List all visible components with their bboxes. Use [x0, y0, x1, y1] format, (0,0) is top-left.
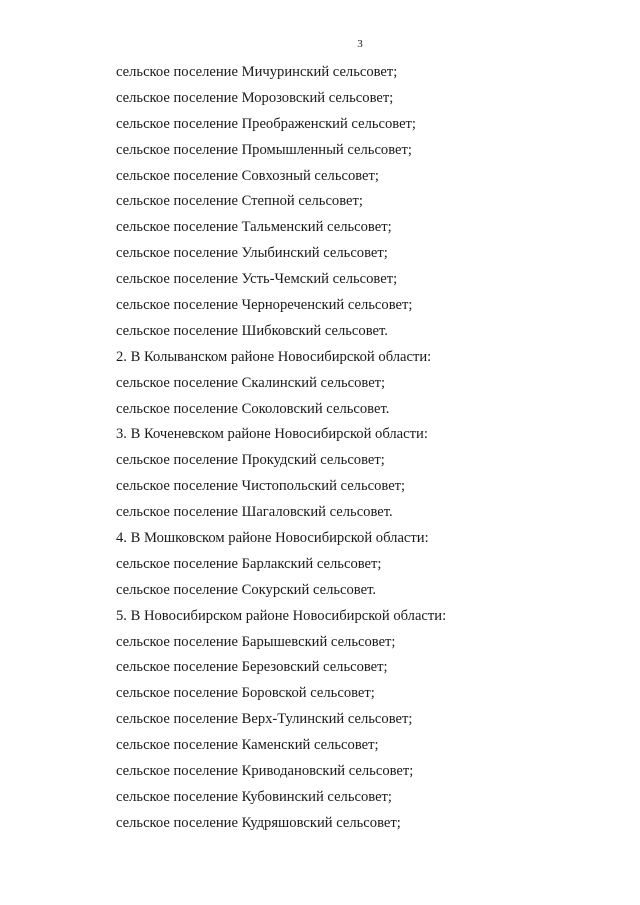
text-line: сельское поселение Усть-Чемский сельсовет; — [116, 271, 398, 288]
section-heading: 3. В Коченевском районе Новосибирской области: — [116, 426, 428, 443]
text-line: сельское поселение Верх-Тулинский сельсовет; — [116, 711, 413, 728]
text-line: сельское поселение Барышевский сельсовет; — [116, 633, 396, 650]
text-line: сельское поселение Березовский сельсовет; — [116, 659, 388, 676]
text-line: сельское поселение Чернореченский сельсовет; — [116, 297, 413, 314]
page-number: 3 — [357, 38, 363, 50]
text-line: сельское поселение Скалинский сельсовет; — [116, 374, 386, 391]
text-line: сельское поселение Морозовский сельсовет; — [116, 89, 394, 106]
text-line: сельское поселение Чистопольский сельсовет; — [116, 478, 406, 495]
text-line: сельское поселение Соколовский сельсовет. — [116, 400, 390, 417]
section-heading: 2. В Колыванском районе Новосибирской области: — [116, 348, 432, 365]
text-line: сельское поселение Барлакский сельсовет; — [116, 555, 382, 572]
text-line: сельское поселение Кудряшовский сельсовет; — [116, 814, 401, 831]
text-line: сельское поселение Промышленный сельсовет; — [116, 141, 412, 158]
text-line: сельское поселение Шибковский сельсовет. — [116, 322, 388, 339]
section-heading: 4. В Мошковском районе Новосибирской области: — [116, 530, 429, 547]
text-line: сельское поселение Боровской сельсовет; — [116, 685, 375, 702]
text-line: сельское поселение Шагаловский сельсовет. — [116, 504, 393, 521]
text-line: сельское поселение Тальменский сельсовет; — [116, 219, 392, 236]
text-line: сельское поселение Преображенский сельсовет; — [116, 115, 416, 132]
text-line: сельское поселение Каменский сельсовет; — [116, 737, 379, 754]
text-line: сельское поселение Степной сельсовет; — [116, 193, 363, 210]
text-line: сельское поселение Мичуринский сельсовет; — [116, 64, 398, 80]
text-line: сельское поселение Прокудский сельсовет; — [116, 452, 385, 469]
document-body — [116, 60, 446, 837]
text-line: сельское поселение Сокурский сельсовет. — [116, 581, 377, 598]
text-line: сельское поселение Улыбинский сельсовет; — [116, 245, 388, 262]
text-line: сельское поселение Совхозный сельсовет; — [116, 167, 379, 184]
text-line: сельское поселение Криводановский сельсовет; — [116, 763, 414, 780]
section-heading: 5. В Новосибирском районе Новосибирской области: — [116, 607, 447, 624]
text-line: сельское поселение Кубовинский сельсовет; — [116, 788, 392, 805]
